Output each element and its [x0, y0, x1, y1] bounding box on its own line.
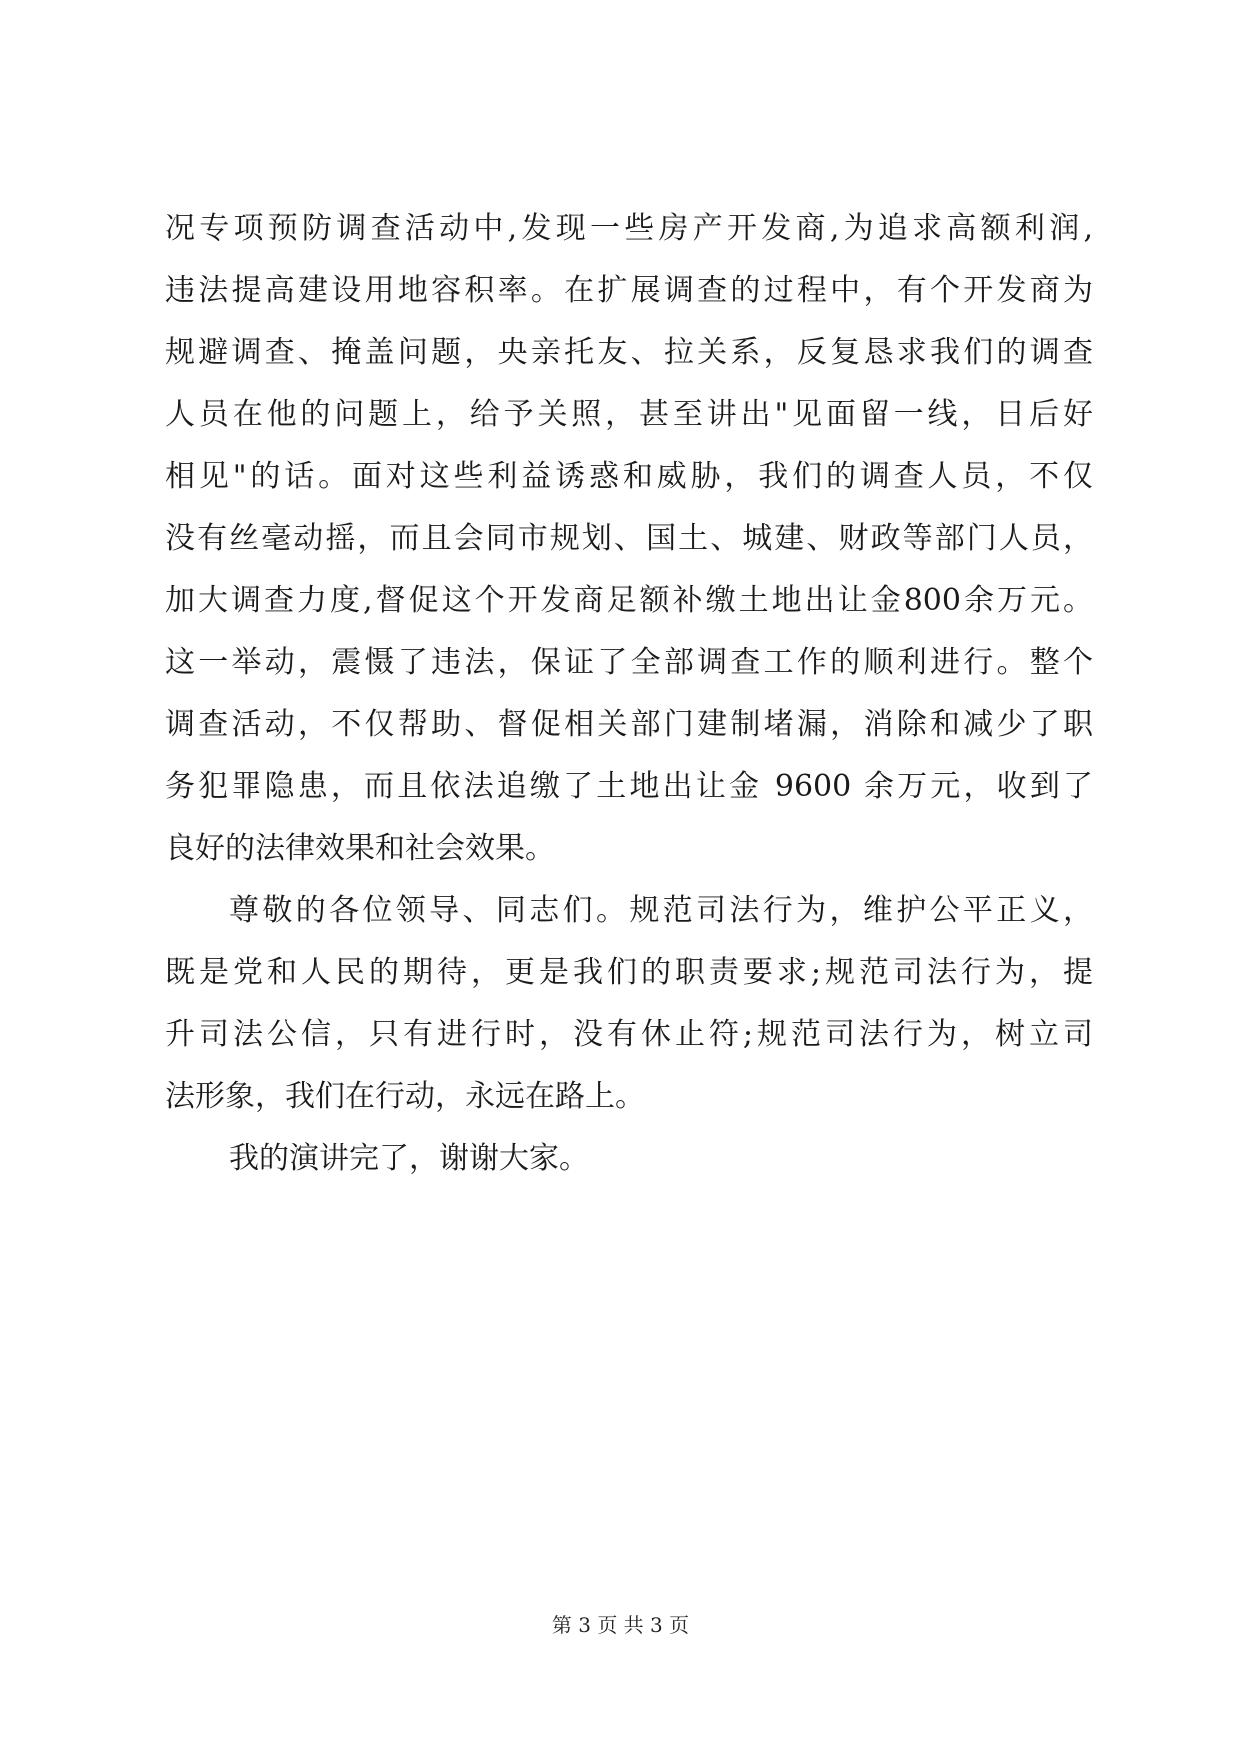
- paragraph-address: [165, 880, 1093, 1128]
- text-line: 加大调查力度,督促这个开发商足额补缴土地出让金800余万元。: [165, 583, 1093, 618]
- document-body: [165, 198, 1093, 1190]
- text-line: 人员在他的问题上，给予关照，甚至讲出"见面留一线，日后好: [165, 397, 1093, 432]
- text-line: 调查活动，不仅帮助、督促相关部门建制堵漏，消除和减少了职: [165, 707, 1093, 742]
- text-line: 既是党和人民的期待，更是我们的职责要求;规范司法行为，提: [165, 955, 1093, 990]
- text-line: 良好的法律效果和社会效果。: [165, 831, 555, 866]
- text-line: 况专项预防调查活动中,发现一些房产开发商,为追求高额利润,: [165, 211, 1093, 246]
- text-line: 违法提高建设用地容积率。在扩展调查的过程中，有个开发商为: [165, 273, 1093, 308]
- paragraph-closing: [165, 1128, 1093, 1190]
- text-line: 升司法公信，只有进行时，没有休止符;规范司法行为，树立司: [165, 1017, 1093, 1052]
- text-line: 尊敬的各位领导、同志们。规范司法行为，维护公平正义，: [229, 893, 1093, 928]
- text-line: 我的演讲完了，谢谢大家。: [229, 1141, 589, 1176]
- page-number-footer: 第 3 页 共 3 页: [551, 1613, 690, 1637]
- text-line: 相见"的话。面对这些利益诱惑和威胁，我们的调查人员，不仅: [165, 459, 1093, 494]
- text-line: 务犯罪隐患，而且依法追缴了土地出让金 9600 余万元，收到了: [165, 769, 1093, 804]
- text-line: 规避调查、掩盖问题，央亲托友、拉关系，反复恳求我们的调查: [165, 335, 1093, 370]
- text-line: 没有丝毫动摇，而且会同市规划、国土、城建、财政等部门人员，: [165, 521, 1093, 556]
- text-line: 这一举动，震慑了违法，保证了全部调查工作的顺利进行。整个: [165, 645, 1093, 680]
- text-line: 法形象，我们在行动，永远在路上。: [165, 1079, 645, 1114]
- paragraph-investigation: [165, 198, 1093, 880]
